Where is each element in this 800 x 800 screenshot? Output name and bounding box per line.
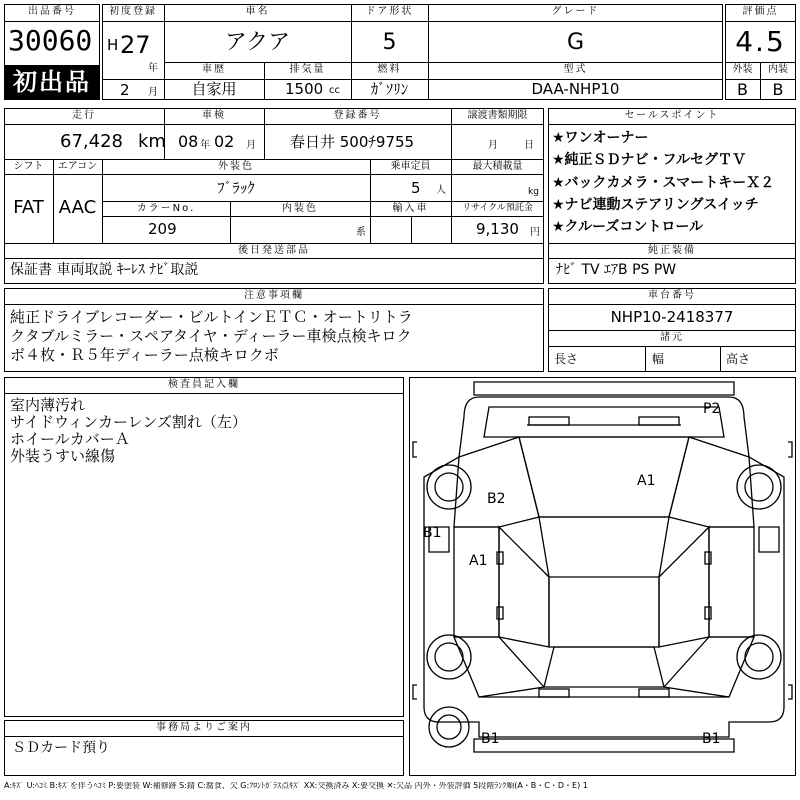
person-unit: 人 xyxy=(436,185,446,196)
grade-value: G xyxy=(566,30,585,55)
ac-label: エアコン xyxy=(57,161,98,172)
recycle-label: リサイクル預託金 xyxy=(462,203,533,213)
year-unit: 年 xyxy=(148,63,158,74)
ac-value: AAC xyxy=(58,197,97,218)
wheel-rear-right xyxy=(737,635,781,679)
sales-point: ★ナビ連動ステアリングスイッチ xyxy=(552,197,759,213)
wheel-front-left xyxy=(427,465,471,509)
hood-outline xyxy=(519,437,689,517)
plate-label: 登録番号 xyxy=(333,110,382,121)
car-damage-diagram xyxy=(409,377,796,754)
score-value: 4.5 xyxy=(735,25,786,58)
damage-mark-b2: B2 xyxy=(487,491,506,507)
reg-label: 初度登録 xyxy=(109,6,157,17)
height-label: 高さ xyxy=(726,352,751,366)
sales-point: ★ワンオーナー xyxy=(552,130,649,146)
notes-line: ボ４枚・Ｒ５年ディーラー点検キロクボ xyxy=(10,346,279,364)
door-label: ドア形状 xyxy=(365,6,414,17)
mileage-value: 67,428 xyxy=(60,131,123,152)
color-value: ﾌﾞﾗｯｸ xyxy=(217,179,255,197)
lot-label: 出品番号 xyxy=(28,6,76,17)
kg-unit: kg xyxy=(528,187,539,197)
capacity-label: 乗車定員 xyxy=(390,161,431,172)
inspector-line: サイドウィンカーレンズ割れ（左） xyxy=(10,413,247,431)
reg-month: 2 xyxy=(120,81,130,99)
later-parts-value: 保証書 車両取説 ｷｰﾚｽ ﾅﾋﾞ取説 xyxy=(10,262,199,278)
interior-label: 内装 xyxy=(768,64,788,75)
mileage-unit: km xyxy=(138,131,166,152)
history-value: 自家用 xyxy=(191,80,237,98)
inspection-month: 02 xyxy=(214,132,235,151)
chassis-number: NHP10-2418377 xyxy=(610,308,734,326)
import-label: 輸入車 xyxy=(392,203,429,214)
grade-label: グレード xyxy=(551,6,600,17)
sales-label: セールスポイント xyxy=(624,110,720,121)
interior-grade: B xyxy=(772,80,784,99)
wheel-front-right xyxy=(737,465,781,509)
notes-label: 注意事項欄 xyxy=(244,290,304,301)
office-label: 事務局よりご案内 xyxy=(156,722,252,733)
transfer-day-unit: 日 xyxy=(524,140,534,151)
fuel-value: ｶﾞｿﾘﾝ xyxy=(370,80,409,98)
office-text: ＳＤカード預り xyxy=(12,740,110,756)
sales-point: ★バックカメラ・スマートキーＸ２ xyxy=(552,175,775,191)
dims-label: 諸元 xyxy=(660,332,684,343)
damage-mark-p2: P2 xyxy=(703,401,721,417)
damage-mark-a1-hood: A1 xyxy=(637,473,656,489)
fuel-label: 燃料 xyxy=(377,64,402,75)
equip-label: 純正装備 xyxy=(648,245,696,256)
score-label: 評価点 xyxy=(742,6,779,17)
notes-line: 純正ドライブレコーダー・ビルトインＥＴＣ・オートリトラ xyxy=(10,308,413,326)
inspection-month-unit: 月 xyxy=(246,140,256,151)
inspection-label: 車検 xyxy=(202,110,226,121)
reg-era: H xyxy=(107,36,119,54)
notes-line: クタブルミラー・スペアタイヤ・ディーラー車検点検キロク xyxy=(10,327,412,345)
series-unit: 系 xyxy=(356,227,366,238)
displacement-value: 1500 xyxy=(285,80,324,98)
damage-mark-b1-side: B1 xyxy=(423,525,442,541)
mileage-label: 走行 xyxy=(72,110,96,121)
history-label: 車歴 xyxy=(202,64,226,75)
wheel-rear-left xyxy=(427,635,471,679)
capacity-value: 5 xyxy=(411,179,421,197)
lot-number: 30060 xyxy=(8,24,93,57)
inspection-year-unit: 年 xyxy=(200,140,210,151)
length-label: 長さ xyxy=(554,352,579,366)
equip-value: ﾅﾋﾞ TV ｴｱB PS PW xyxy=(556,262,677,278)
first-listing-badge: 初出品 xyxy=(5,65,99,99)
intcolor-label: 内装色 xyxy=(282,203,318,214)
color-label: 外装色 xyxy=(218,161,254,172)
chassis-label: 車台番号 xyxy=(648,290,696,301)
month-unit: 月 xyxy=(148,87,158,98)
spare-wheel xyxy=(429,707,469,747)
damage-mark-b1-rear-left: B1 xyxy=(481,731,500,747)
model-value: DAA-NHP10 xyxy=(531,80,620,98)
damage-mark-a1-door: A1 xyxy=(469,553,488,569)
cc-unit: cc xyxy=(329,85,340,96)
exterior-grade: B xyxy=(737,80,748,99)
inspector-line: 外装うすい線傷 xyxy=(10,447,116,465)
transfer-label: 譲渡書類期限 xyxy=(467,110,528,121)
door-value: 5 xyxy=(382,30,397,55)
shift-value: FAT xyxy=(13,197,44,218)
name-label: 車名 xyxy=(245,6,270,17)
inspection-year: 08 xyxy=(178,132,199,151)
plate-value: 春日井 500ﾁ9755 xyxy=(290,133,415,151)
width-label: 幅 xyxy=(652,352,665,366)
displacement-label: 排気量 xyxy=(289,64,326,75)
sales-point: ★純正ＳＤナビ・フルセグＴＶ xyxy=(552,152,746,168)
transfer-month-unit: 月 xyxy=(488,140,498,151)
car-name: アクア xyxy=(224,30,291,55)
shift-label: シフト xyxy=(13,161,44,172)
inspector-label: 検査員記入欄 xyxy=(168,379,240,390)
sales-point: ★クルーズコントロール xyxy=(552,219,704,235)
model-label: 型式 xyxy=(563,64,588,75)
legend-text: A:ｷｽﾞ U:ﾍｺﾐ B:ｷｽﾞを伴うﾍｺﾐ P:要塗装 W:補修跡 S:錆 C:腐食、欠 G:ﾌﾛﾝﾄｶﾞﾗｽ点ｷｽﾞ XX:交換済み X:要交換 ✕:欠品 内外・外装評価 5段階ﾗﾝｸ順(A・B・C・D・E) 1 xyxy=(4,782,588,790)
yen-unit: 円 xyxy=(530,227,540,238)
reg-year: 27 xyxy=(120,31,151,59)
later-parts-label: 後日発送部品 xyxy=(238,245,310,256)
recycle-value: 9,130 xyxy=(476,220,519,238)
inspector-line: ホイールカバーＡ xyxy=(10,430,130,448)
inspector-line: 室内薄汚れ xyxy=(10,396,86,414)
load-label: 最大積載量 xyxy=(472,161,523,172)
roof-outline xyxy=(539,517,669,647)
damage-mark-b1-rear-right: B1 xyxy=(702,731,721,747)
exterior-label: 外装 xyxy=(732,64,753,75)
colorno-label: カラーNo. xyxy=(136,203,196,214)
colorno-value: 209 xyxy=(148,220,177,238)
